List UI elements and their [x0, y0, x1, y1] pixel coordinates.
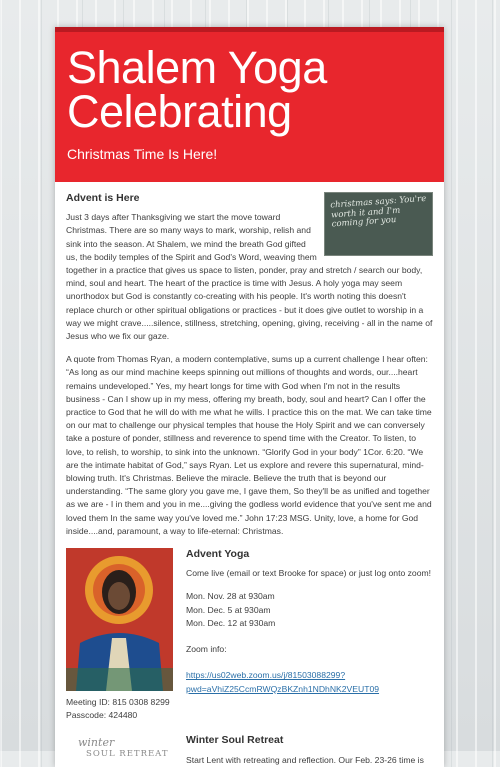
- jesus-icon-painting: [66, 548, 173, 691]
- advent-yoga-date-2: Mon. Dec. 5 at 930am: [186, 604, 271, 615]
- winter-logo-word: winter: [78, 736, 115, 750]
- winter-retreat-description: Start Lent with retreating and reflection. Our Feb. 23-26 time is: [186, 754, 424, 765]
- advent-yoga-intro: Come live (email or text Brooke for space) or just log onto zoom!: [186, 568, 432, 579]
- newsletter-card: [55, 27, 444, 767]
- title-line-2: Celebrating: [67, 86, 292, 137]
- advent-yoga-text: [173, 548, 433, 722]
- christmas-note-handwriting: christmas says: You're worth it and I'm coming for you: [330, 193, 427, 230]
- zoom-link[interactable]: [186, 670, 379, 693]
- advent-yoga-title: Advent Yoga: [186, 548, 250, 561]
- advent-section-title: Advent is Here: [66, 192, 140, 204]
- advent-paragraph-1: Just 3 days after Thanksgiving we start the move toward Christmas. There are so many ways to mark, worship, relish and sink into the season. At Shalem, we mind the breath God gifted us, the bodily temples of the Spirit and God's Word, weaving them together in a practice that gives us space to listen, ponder, pray and stretch / search our body, mind, soul and heart. The heart of the practice is time with Jesus. A holy yoga may seem unorthodox but God is constantly co-creating with his people. It's worth noting this doesn't replace church or other spiritual obligations or practices - but it does give outlet to worship in a way we might crave.....silence, stillness, stretching, opening, giving, receiving - all in the name of Jesus who we fix our gaze.: [66, 212, 433, 342]
- title-line-1: Shalem Yoga: [67, 42, 327, 93]
- newsletter-subtitle: Christmas Time Is Here!: [67, 146, 218, 162]
- advent-yoga-date-1: Mon. Nov. 28 at 930am: [186, 591, 275, 602]
- zoom-info-label: Zoom info:: [186, 644, 227, 655]
- meeting-passcode: Passcode: 424480: [66, 710, 138, 721]
- newsletter-title: [67, 42, 432, 137]
- jesus-icon-art: [66, 548, 173, 691]
- zoom-link-line-1: https://us02web.zoom.us/j/81503088299?: [186, 670, 346, 681]
- winter-retreat-title: Winter Soul Retreat: [186, 734, 284, 747]
- soul-retreat-logo-word: SOUL RETREAT: [86, 749, 169, 760]
- christmas-note-image: [324, 192, 433, 256]
- advent-yoga-media: [66, 548, 173, 722]
- advent-yoga-block: [66, 548, 433, 722]
- newsletter-content: [55, 182, 444, 767]
- zoom-link-line-2: pwd=aVhiZ25CcmRWQzBKZnh1NDhNK2VEUT09: [186, 683, 380, 694]
- advent-yoga-date-3: Mon. Dec. 12 at 930am: [186, 617, 276, 628]
- advent-paragraph-2: A quote from Thomas Ryan, a modern contemplative, sums up a current challenge I hear often: “As long as our mind machine keeps spinning out millions of thoughts and words, our....heart remains undeveloped.” Yes, my heart longs for time with God when I'm not in the results business - Can I show up in my mess, offering my breath, body, soul and heart? Can I offer the practice to God that he will do with me what he wills. I practice this on the mat. We can take time on our mat to challenge our physical temples that house the Holy Spirit and we can conversely take a posture of ponder, stillness and reverence to spend time with the Creator. To listen, to love, to relish, to worship, to sink into the unknown. “Glorify God in your body” 1Cor. 6:20. “We are the intimate habitat of God,” says Ryan. Let us explore and revere this supernatural, mind-blowing truth. It's Christmas. Believe the miracle. Believe the truth that is beyond our understanding. “The same glory you gave me, I gave them, So they'll be as unified and together as we are - I in them and you in me....giving the godless world evidence that you've sent me and loved them In the same way you've loved me.” John 17:23 MSG. Unity, love, a home for God inside....and, paramount, a way to life-eternal: Christmas.: [66, 354, 432, 536]
- meeting-id: Meeting ID: 815 0308 8299: [66, 697, 170, 708]
- newsletter-header: [55, 32, 444, 182]
